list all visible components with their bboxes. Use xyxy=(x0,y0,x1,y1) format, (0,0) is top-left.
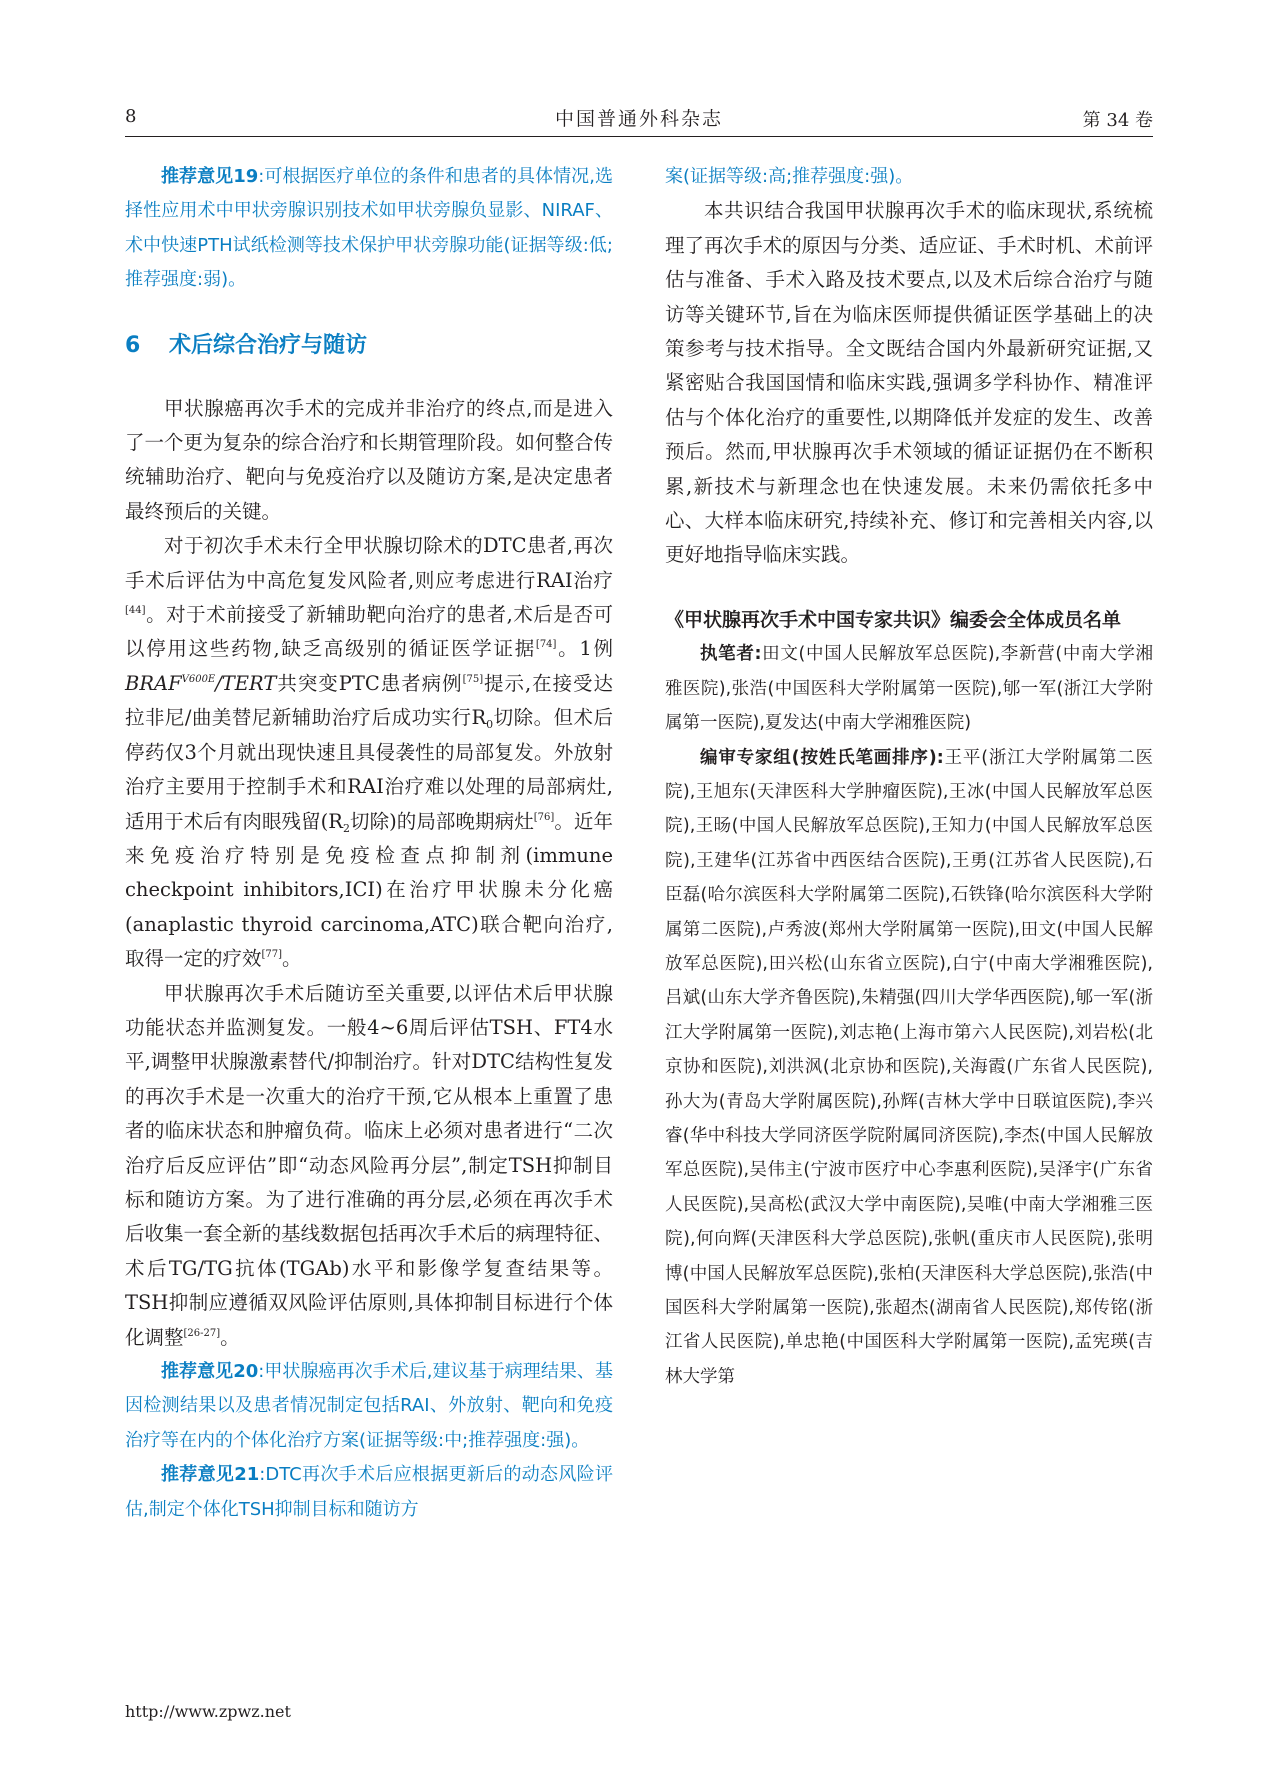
paragraph-1: 甲状腺癌再次手术的完成并非治疗的终点,而是进入了一个更为复杂的综合治疗和长期管理阶段。如何整合传统辅助治疗、靶向与免疫治疗以及随访方案,是决定患者最终预后的关键。 xyxy=(125,396,613,523)
section-title: 术后综合治疗与随访 xyxy=(169,332,368,358)
recommendation-21-text: :DTC再次手术后应根据更新后的动态风险评估,制定个体化TSH抑制目标和随访方 xyxy=(125,1464,613,1520)
gene-name: $BRAF^{V600E}$/TERT xyxy=(125,671,277,695)
citation[interactable]: [44] xyxy=(125,605,146,617)
recommendation-21-label: 推荐意见21 xyxy=(161,1464,260,1486)
volume-label: 第 34 卷 xyxy=(1082,110,1153,131)
citation[interactable]: [76] xyxy=(533,811,555,823)
citation[interactable]: [75] xyxy=(462,673,484,685)
recommendation-19-label: 推荐意见19 xyxy=(161,166,259,187)
section-heading xyxy=(125,324,613,368)
citation[interactable]: [74] xyxy=(535,639,557,651)
citation[interactable]: [77] xyxy=(261,949,283,961)
recommendation-19 xyxy=(125,160,613,298)
experts-label: 编审专家组(按姓氏笔画排序): xyxy=(700,747,944,768)
recommendation-21-continued: 案(证据等级:高;推荐强度:强)。 xyxy=(665,166,914,187)
editorial-board-title: 《甲状腺再次手术中国专家共识》编委会全体成员名单 xyxy=(665,608,1122,631)
recommendation-19-text: :可根据医疗单位的条件和患者的具体情况,选择性应用术中甲状旁腺识别技术如甲状旁腺负显影、NIRAF、术中快速PTH试纸检测等技术保护甲状旁腺功能(证据等级:低;推荐强度:弱)。 xyxy=(125,166,613,291)
recommendation-21 xyxy=(125,1458,613,1527)
footer-url[interactable]: http://www.zpwz.net xyxy=(125,1702,291,1721)
header-rule xyxy=(125,136,1153,137)
paragraph-2: 对于初次手术未行全甲状腺切除术的DTC患者,再次手术后评估为中高危复发风险者,则应考虑进行RAI治疗[44]。对于术前接受了新辅助靶向治疗的患者,术后是否可以停用这些药物,缺乏高级别的循证医学证据[74]。1例$BRAF^{V600E}$/TERT共突变PTC患者病例[75]提示,在接受达拉非尼/曲美替尼新辅助治疗后成功实行$R_0$切除。但术后停药仅3个月就出现快速且具侵袭性的局部复发。外放射治疗主要用于控制手术和RAI治疗难以处理的局部病灶,适用于术后有肉眼残留($R_2$切除)的局部晚期病灶[76]。近年来免疫治疗特别是免疫检查点抑制剂(immune checkpoint inhibitors,ICI)在治疗甲状腺未分化癌(anaplastic thyroid carcinoma,ATC)联合靶向治疗,取得一定的疗效[77]。 xyxy=(125,534,613,971)
right-column xyxy=(665,160,1153,1394)
journal-title: 中国普通外科杂志 xyxy=(554,108,723,130)
writers-label: 执笔者: xyxy=(700,644,762,665)
section-number: 6 xyxy=(125,332,141,358)
citation[interactable]: [26-27] xyxy=(183,1327,221,1339)
writers-list: 执笔者:田文(中国人民解放军总医院),李新营(中南大学湘雅医院),张浩(中国医科大学附属第一医院),郇一军(浙江大学附属第一医院),夏发达(中南大学湘雅医院) xyxy=(665,644,1153,734)
conclusion-paragraph: 本共识结合我国甲状腺再次手术的临床现状,系统梳理了再次手术的原因与分类、适应证、手术时机、术前评估与准备、手术入路及技术要点,以及术后综合治疗与随访等关键环节,旨在为临床医师提供循证医学基础上的决策参考与技术指导。全文既结合国内外最新研究证据,又紧密贴合我国国情和临床实践,强调多学科协作、精准评估与个体化治疗的重要性,以期降低并发症的发生、改善预后。然而,甲状腺再次手术领域的循证证据仍在不断积累,新技术与新理念也在快速发展。未来仍需依托多中心、大样本临床研究,持续补充、修订和完善相关内容,以更好地指导临床实践。 xyxy=(665,199,1153,567)
experts-list: 编审专家组(按姓氏笔画排序):王平(浙江大学附属第二医院),王旭东(天津医科大学肿瘤医院),王冰(中国人民解放军总医院),王旸(中国人民解放军总医院),王知力(中国人民解放军总医院),王建华(江苏省中西医结合医院),王勇(江苏省人民医院),石臣磊(哈尔滨医科大学附属第二医院),石铁锋(哈尔滨医科大学附属第二医院),卢秀波(郑州大学附属第一医院),田文(中国人民解放军总医院),田兴松(山东省立医院),白宁(中南大学湘雅医院),吕斌(山东大学齐鲁医院),朱精强(四川大学华西医院),郇一军(浙江大学附属第一医院),刘志艳(上海市第六人民医院),刘岩松(北京协和医院),刘洪沨(北京协和医院),关海霞(广东省人民医院),孙大为(青岛大学附属医院),孙辉(吉林大学中日联谊医院),李兴睿(华中科技大学同济医学院附属同济医院),李杰(中国人民解放军总医院),吴伟主(宁波市医疗中心李惠利医院),吴泽宇(广东省人民医院),吴高松(武汉大学中南医院),吴唯(中南大学湘雅三医院),何向辉(天津医科大学总医院),张帆(重庆市人民医院),张明博(中国人民解放军总医院),张柏(天津医科大学总医院),张浩(中国医科大学附属第一医院),张超杰(湖南省人民医院),郑传铭(浙江省人民医院),单忠艳(中国医科大学附属第一医院),孟宪瑛(吉林大学第 xyxy=(665,747,1153,1387)
page-number: 8 xyxy=(125,106,137,127)
running-header xyxy=(125,104,1153,134)
recommendation-20-text: :甲状腺癌再次手术后,建议基于病理结果、基因检测结果以及患者情况制定包括RAI、外放射、靶向和免疫治疗等在内的个体化治疗方案(证据等级:中;推荐强度:强)。 xyxy=(125,1361,613,1451)
left-column xyxy=(125,160,613,1527)
paragraph-3: 甲状腺再次手术后随访至关重要,以评估术后甲状腺功能状态并监测复发。一般4~6周后评估TSH、FT4水平,调整甲状腺激素替代/抑制治疗。针对DTC结构性复发的再次手术是一次重大的治疗干预,它从根本上重置了患者的临床状态和肿瘤负荷。临床上必须对患者进行“二次治疗后反应评估”即“动态风险再分层”,制定TSH抑制目标和随访方案。为了进行准确的再分层,必须在再次手术后收集一套全新的基线数据包括再次手术后的病理特征、术后TG/TG抗体(TGAb)水平和影像学复查结果等。TSH抑制应遵循双风险评估原则,具体抑制目标进行个体化调整[26-27]。 xyxy=(125,981,613,1349)
recommendation-20-label: 推荐意见20 xyxy=(161,1361,259,1382)
recommendation-20 xyxy=(125,1355,613,1458)
